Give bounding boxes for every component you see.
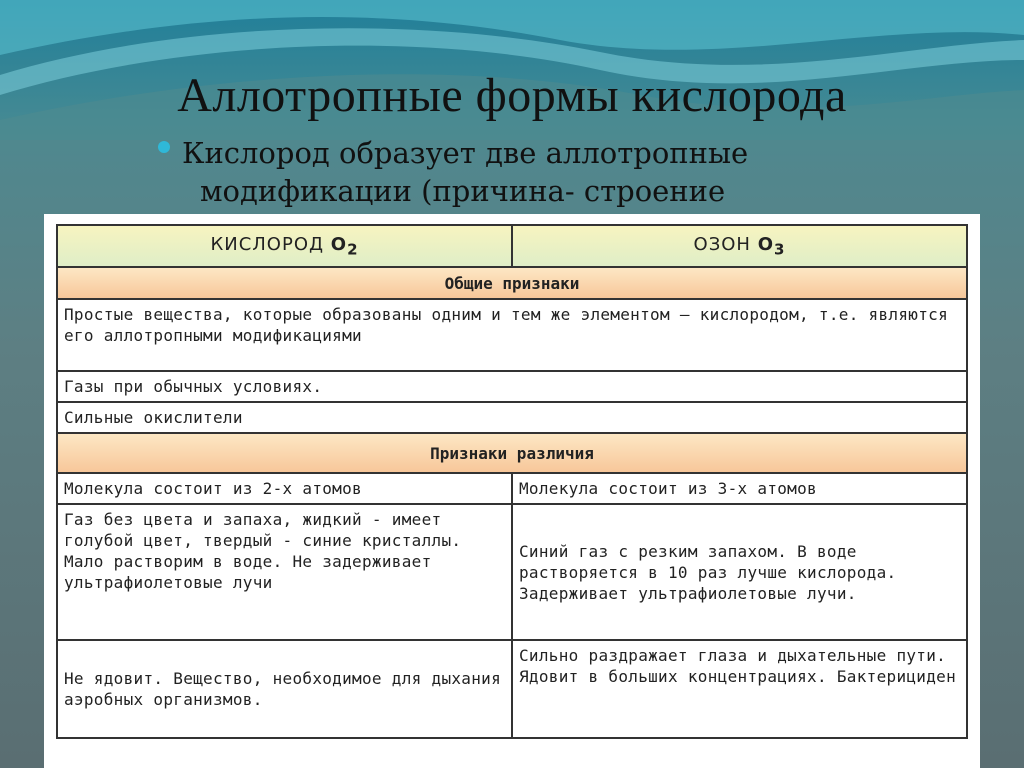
table-row: Газ без цвета и запаха, жидкий - имеет голубой цвет, твердый - синие кристаллы. Мало растворим в воде. Не задерживает ультрафиолетовые лучи Синий газ с резким запахом. В воде растворяется в 10 раз лучше кислорода. Задерживает ультрафиолетовые лучи. [57,504,967,640]
bullet-line-2: модификации (причина- строение [200,174,726,208]
table-row: Газы при обычных условиях. [57,371,967,402]
comparison-table [56,224,968,739]
oxygen-formula: $O_2$ [330,233,359,259]
table-row: Сильные окислители [57,402,967,433]
header-oxygen: КИСЛОРОД $O_2$ [57,225,512,267]
table-row: Молекула состоит из 2-х атомов Молекула состоит из 3-х атомов [57,473,967,504]
comparison-table-panel [44,214,980,768]
section-row-common: Общие признаки [57,267,967,299]
table-header-row [57,225,967,267]
table-row: Не ядовит. Вещество, необходимое для дыхания аэробных организмов. Сильно раздражает глаза и дыхательные пути. Ядовит в больших концентрациях. Бактерициден [57,640,967,738]
table-row: Простые вещества, которые образованы одним и тем же элементом – кислородом, т.е. являются его аллотропными модификациями [57,299,967,371]
slide-title: Аллотропные формы кислорода [177,69,847,122]
bullet-text [182,134,902,210]
section-row-differences: Признаки различия [57,433,967,473]
header-ozone: ОЗОН $O_3$ [512,225,967,267]
ozone-formula: $O_3$ [757,233,786,259]
bullet-line-1: Кислород образует две аллотропные [182,136,749,170]
bullet-point-icon [158,141,170,153]
